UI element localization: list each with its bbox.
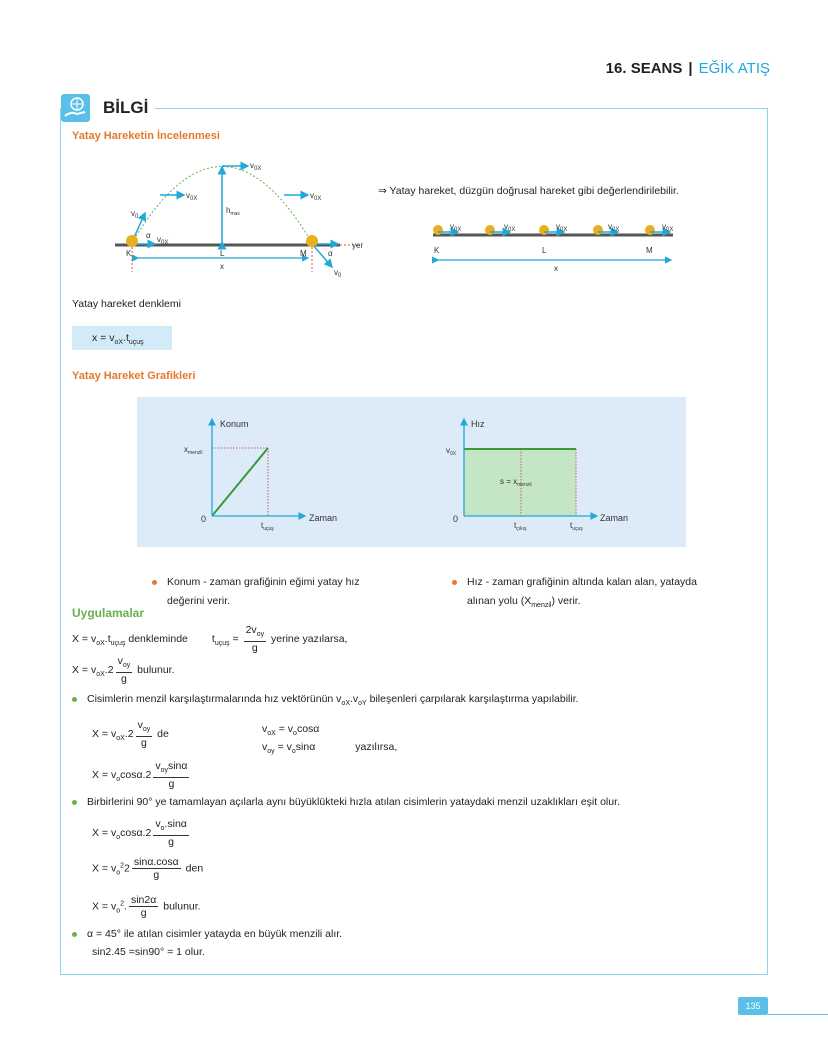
svg-text:L: L <box>542 246 547 255</box>
svg-text:v0X: $v_{0X}$ <box>157 235 169 246</box>
session-label: 16. SEANS <box>605 60 683 77</box>
svg-text:α: α <box>146 231 151 240</box>
svg-text:v0X: $v_{0X}$ <box>186 191 198 202</box>
svg-text:tuçuş: $t_{uçuş}$ <box>570 521 583 532</box>
svg-text:tuçuş: $t_{uçuş}$ <box>261 521 274 532</box>
formula-line-2: $X = v_{oX}.2$ $\frac{v_{oy}}{g}$ bulunur. <box>72 655 175 685</box>
svg-text:s = xmenzil: $s = x_{menzil}$ <box>500 477 532 488</box>
formula-line-9: $X = v_o^2$. $\frac{\sin 2\alpha}{g}$ bulunur. <box>92 894 201 919</box>
section-title-horizontal-motion: Yatay Hareketin İncelenmesi <box>72 130 220 142</box>
svg-text:M: M <box>300 249 307 258</box>
svg-text:Zaman: Zaman <box>309 513 338 523</box>
svg-text:yer: yer <box>352 241 364 250</box>
page-number: 135 <box>738 997 768 1015</box>
equation-formula: $x = v_{oX}.t_{uçuş}$ <box>92 332 144 346</box>
bullet-dot <box>72 800 77 805</box>
bullet-dot <box>72 932 77 937</box>
svg-text:v0X: $v_{0X}$ <box>250 161 262 172</box>
bullet-components: Cisimlerin menzil karşılaştırmalarında hız vektörünün $v_{oX}.v_{oY}$ bileşenleri çarpılarak karşılaştırma yapılabilir. <box>72 693 579 707</box>
bullet-complementary-angles: Birbirlerini 90° ye tamamlayan açılarla aynı büyüklükteki hızla atılan cisimlerin yataydaki menzil uzaklıkları eşit olur. <box>72 796 620 808</box>
ball-end <box>306 235 318 247</box>
bullet-dot <box>152 580 157 585</box>
svg-text:Zaman: Zaman <box>600 513 629 523</box>
separator: | <box>688 60 693 77</box>
svg-text:v0X: $v_{0X}$ <box>504 222 516 233</box>
position-line <box>212 448 268 516</box>
formula-vox: $v_{oX} = v_o\cos\alpha$ <box>262 723 320 737</box>
bullet-velocity-graph: Hız - zaman grafiğinin altında kalan alan, yatayda alınan yolu $(X_{menzil})$ verir. <box>452 573 697 615</box>
formula-line-1: $X = v_{oX}.t_{uçuş}$ denkleminde $t_{uçuş}$ = $\frac{2v_{oy}}{g}$ yerine yazılarsa, <box>72 624 348 654</box>
uniform-motion-diagram <box>428 218 688 278</box>
svg-text:α: α <box>328 249 333 258</box>
formula-line-10: sin2.45 =sin90° = 1 olur. <box>92 946 205 958</box>
box-title: BİLGİ <box>103 98 149 117</box>
svg-text:Hız: Hız <box>471 419 485 429</box>
svg-text:v0X: $v_{0X}$ <box>446 446 457 457</box>
svg-text:v0X: $v_{0X}$ <box>450 222 462 233</box>
svg-text:v0X: $v_{0X}$ <box>662 222 674 233</box>
formula-voy: $v_{oy} = v_o\sin\alpha$ yazılırsa, <box>262 741 398 755</box>
info-box-top-border <box>155 108 768 109</box>
svg-text:K: K <box>434 246 440 255</box>
formula-line-3: $X = v_{oX}.2$ $\frac{v_{oy}}{g}$ de <box>92 719 169 749</box>
svg-text:Konum: Konum <box>220 419 249 429</box>
ball-start <box>126 235 138 247</box>
bullet-dot <box>452 580 457 585</box>
svg-text:v0: $v_0$ <box>334 268 342 279</box>
svg-text:hmax: $h_{max}$ <box>226 206 240 217</box>
svg-text:x: x <box>220 262 224 271</box>
globe-in-hand-icon <box>61 94 90 122</box>
applications-title: Uygulamalar <box>72 606 145 620</box>
svg-text:x: x <box>554 264 558 273</box>
formula-line-6: $X = v_o\cos\alpha.2$ $\frac{v_{oy}\sin\alpha}{g}$ <box>92 760 188 790</box>
svg-text:0: 0 <box>453 514 459 524</box>
svg-text:xmenzil: $x_{menzil}$ <box>184 445 203 456</box>
page-header <box>606 60 770 77</box>
velocity-time-graph <box>446 419 628 532</box>
equation-label: Yatay hareket denklemi <box>72 298 181 310</box>
svg-text:v0: $v_0$ <box>131 209 139 220</box>
projectile-diagram <box>100 150 380 280</box>
formula-line-7: $X = v_o\cos\alpha.2$ $\frac{v_o.\sin\alpha}{g}$ <box>92 818 187 848</box>
page-number-line <box>768 1014 828 1015</box>
svg-text:0: 0 <box>201 514 207 524</box>
bullet-position-graph: Konum - zaman grafiğinin eğimi yatay hız değerini verir. <box>152 573 360 611</box>
svg-text:v0X: $v_{0X}$ <box>310 191 322 202</box>
bullet-dot <box>72 697 77 702</box>
svg-text:tçıkış: $t_{çıkış}$ <box>514 521 527 532</box>
section-title-graphs: Yatay Hareket Grafikleri <box>72 370 196 382</box>
horizontal-motion-note: ⇒ Yatay hareket, düzgün doğrusal hareket gibi değerlendirilebilir. <box>378 185 679 197</box>
svg-text:M: M <box>646 246 653 255</box>
topic-label: EĞİK ATIŞ <box>698 60 770 77</box>
position-time-graph <box>184 419 337 532</box>
motion-graphs <box>137 397 686 547</box>
formula-line-8: $X = v_o^22$ $\frac{\sin\alpha.\cos\alpha}{g}$ den <box>92 856 204 881</box>
svg-text:v0X: $v_{0X}$ <box>608 222 620 233</box>
svg-text:K: K <box>126 249 132 258</box>
svg-text:v0X: $v_{0X}$ <box>556 222 568 233</box>
bullet-max-range: α = 45° ile atılan cisimler yatayda en büyük menzili alır. <box>72 928 342 940</box>
svg-text:L: L <box>220 249 225 258</box>
